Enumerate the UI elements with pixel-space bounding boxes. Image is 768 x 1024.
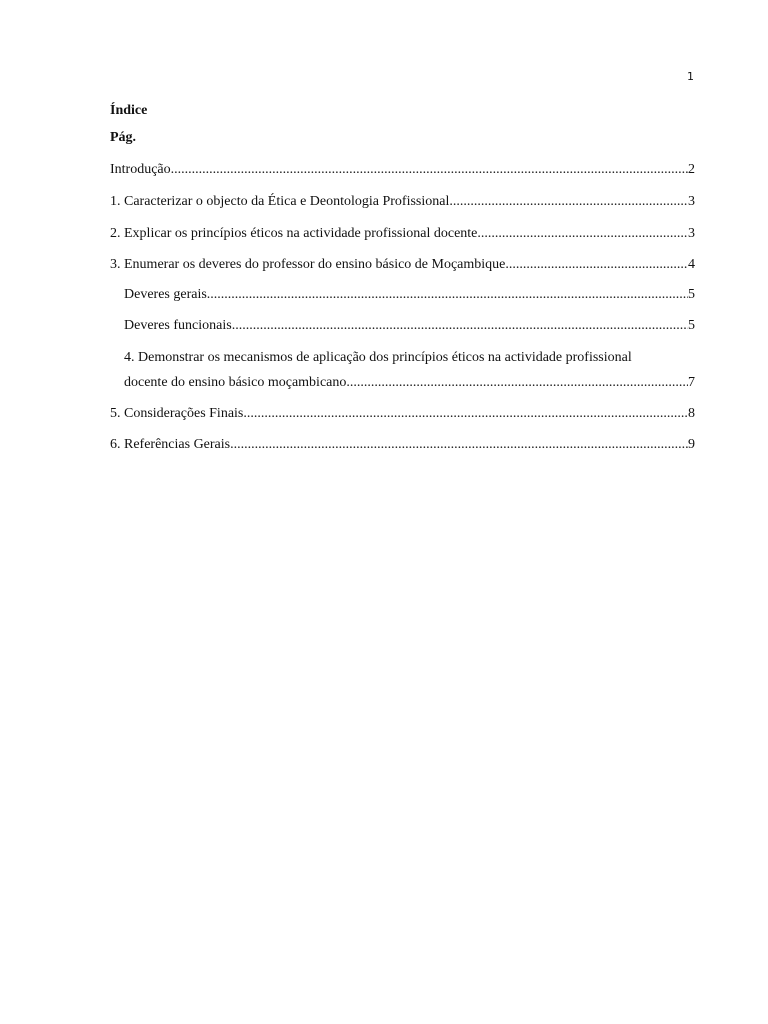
toc-entry-introducao[interactable] (110, 161, 695, 178)
toc-entry-text: 4. Demonstrar os mecanismos de aplicação dos princípios éticos na actividade profissional (124, 350, 632, 365)
toc-entry-4-line2[interactable] (124, 374, 695, 391)
toc-entry-text: 6. Referências Gerais (110, 437, 231, 452)
toc-entry-page: 5 (688, 287, 695, 302)
toc-entry-text: 3. Enumerar os deveres do professor do ensino básico de Moçambique (110, 257, 506, 272)
toc-dot-leader (230, 436, 688, 453)
toc-entry-page: 4 (688, 257, 695, 272)
toc-entry-page: 3 (688, 194, 695, 209)
toc-entry-page: 9 (688, 437, 695, 452)
toc-entry-4-line1[interactable] (124, 349, 695, 366)
toc-entry-text: Introdução (110, 162, 171, 177)
toc-entry-text: Deveres gerais (124, 287, 207, 302)
toc-entry-deveres-gerais[interactable] (124, 286, 695, 303)
toc-entry-3[interactable] (110, 256, 695, 273)
toc-entry-page: 5 (688, 318, 695, 333)
toc-dot-leader (505, 256, 688, 273)
toc-entry-6[interactable] (110, 436, 695, 453)
page-number: 1 (687, 70, 694, 83)
toc-entry-text: 2. Explicar os princípios éticos na actividade profissional docente (110, 226, 478, 241)
toc-dot-leader (207, 286, 688, 303)
page-column-label: Pág. (110, 130, 137, 145)
toc-entry-2[interactable] (110, 225, 695, 242)
index-title: Índice (110, 103, 148, 118)
toc-entry-page: 7 (688, 375, 695, 390)
toc-dot-leader (346, 374, 688, 391)
toc-entry-text: 1. Caracterizar o objecto da Ética e Deontologia Profissional (110, 194, 450, 209)
toc-entry-text: Deveres funcionais (124, 318, 232, 333)
toc-dot-leader (232, 317, 688, 334)
toc-entry-text: docente do ensino básico moçambicano (124, 375, 347, 390)
toc-entry-1[interactable] (110, 193, 695, 210)
toc-dot-leader (243, 405, 688, 422)
toc-entry-text: 5. Considerações Finais (110, 406, 244, 421)
toc-dot-leader (449, 193, 688, 210)
toc-entry-page: 2 (688, 162, 695, 177)
toc-entry-5[interactable] (110, 405, 695, 422)
toc-entry-deveres-funcionais[interactable] (124, 317, 695, 334)
toc-entry-page: 3 (688, 226, 695, 241)
toc-dot-leader (477, 225, 688, 242)
toc-entry-page: 8 (688, 406, 695, 421)
toc-dot-leader (171, 161, 688, 178)
